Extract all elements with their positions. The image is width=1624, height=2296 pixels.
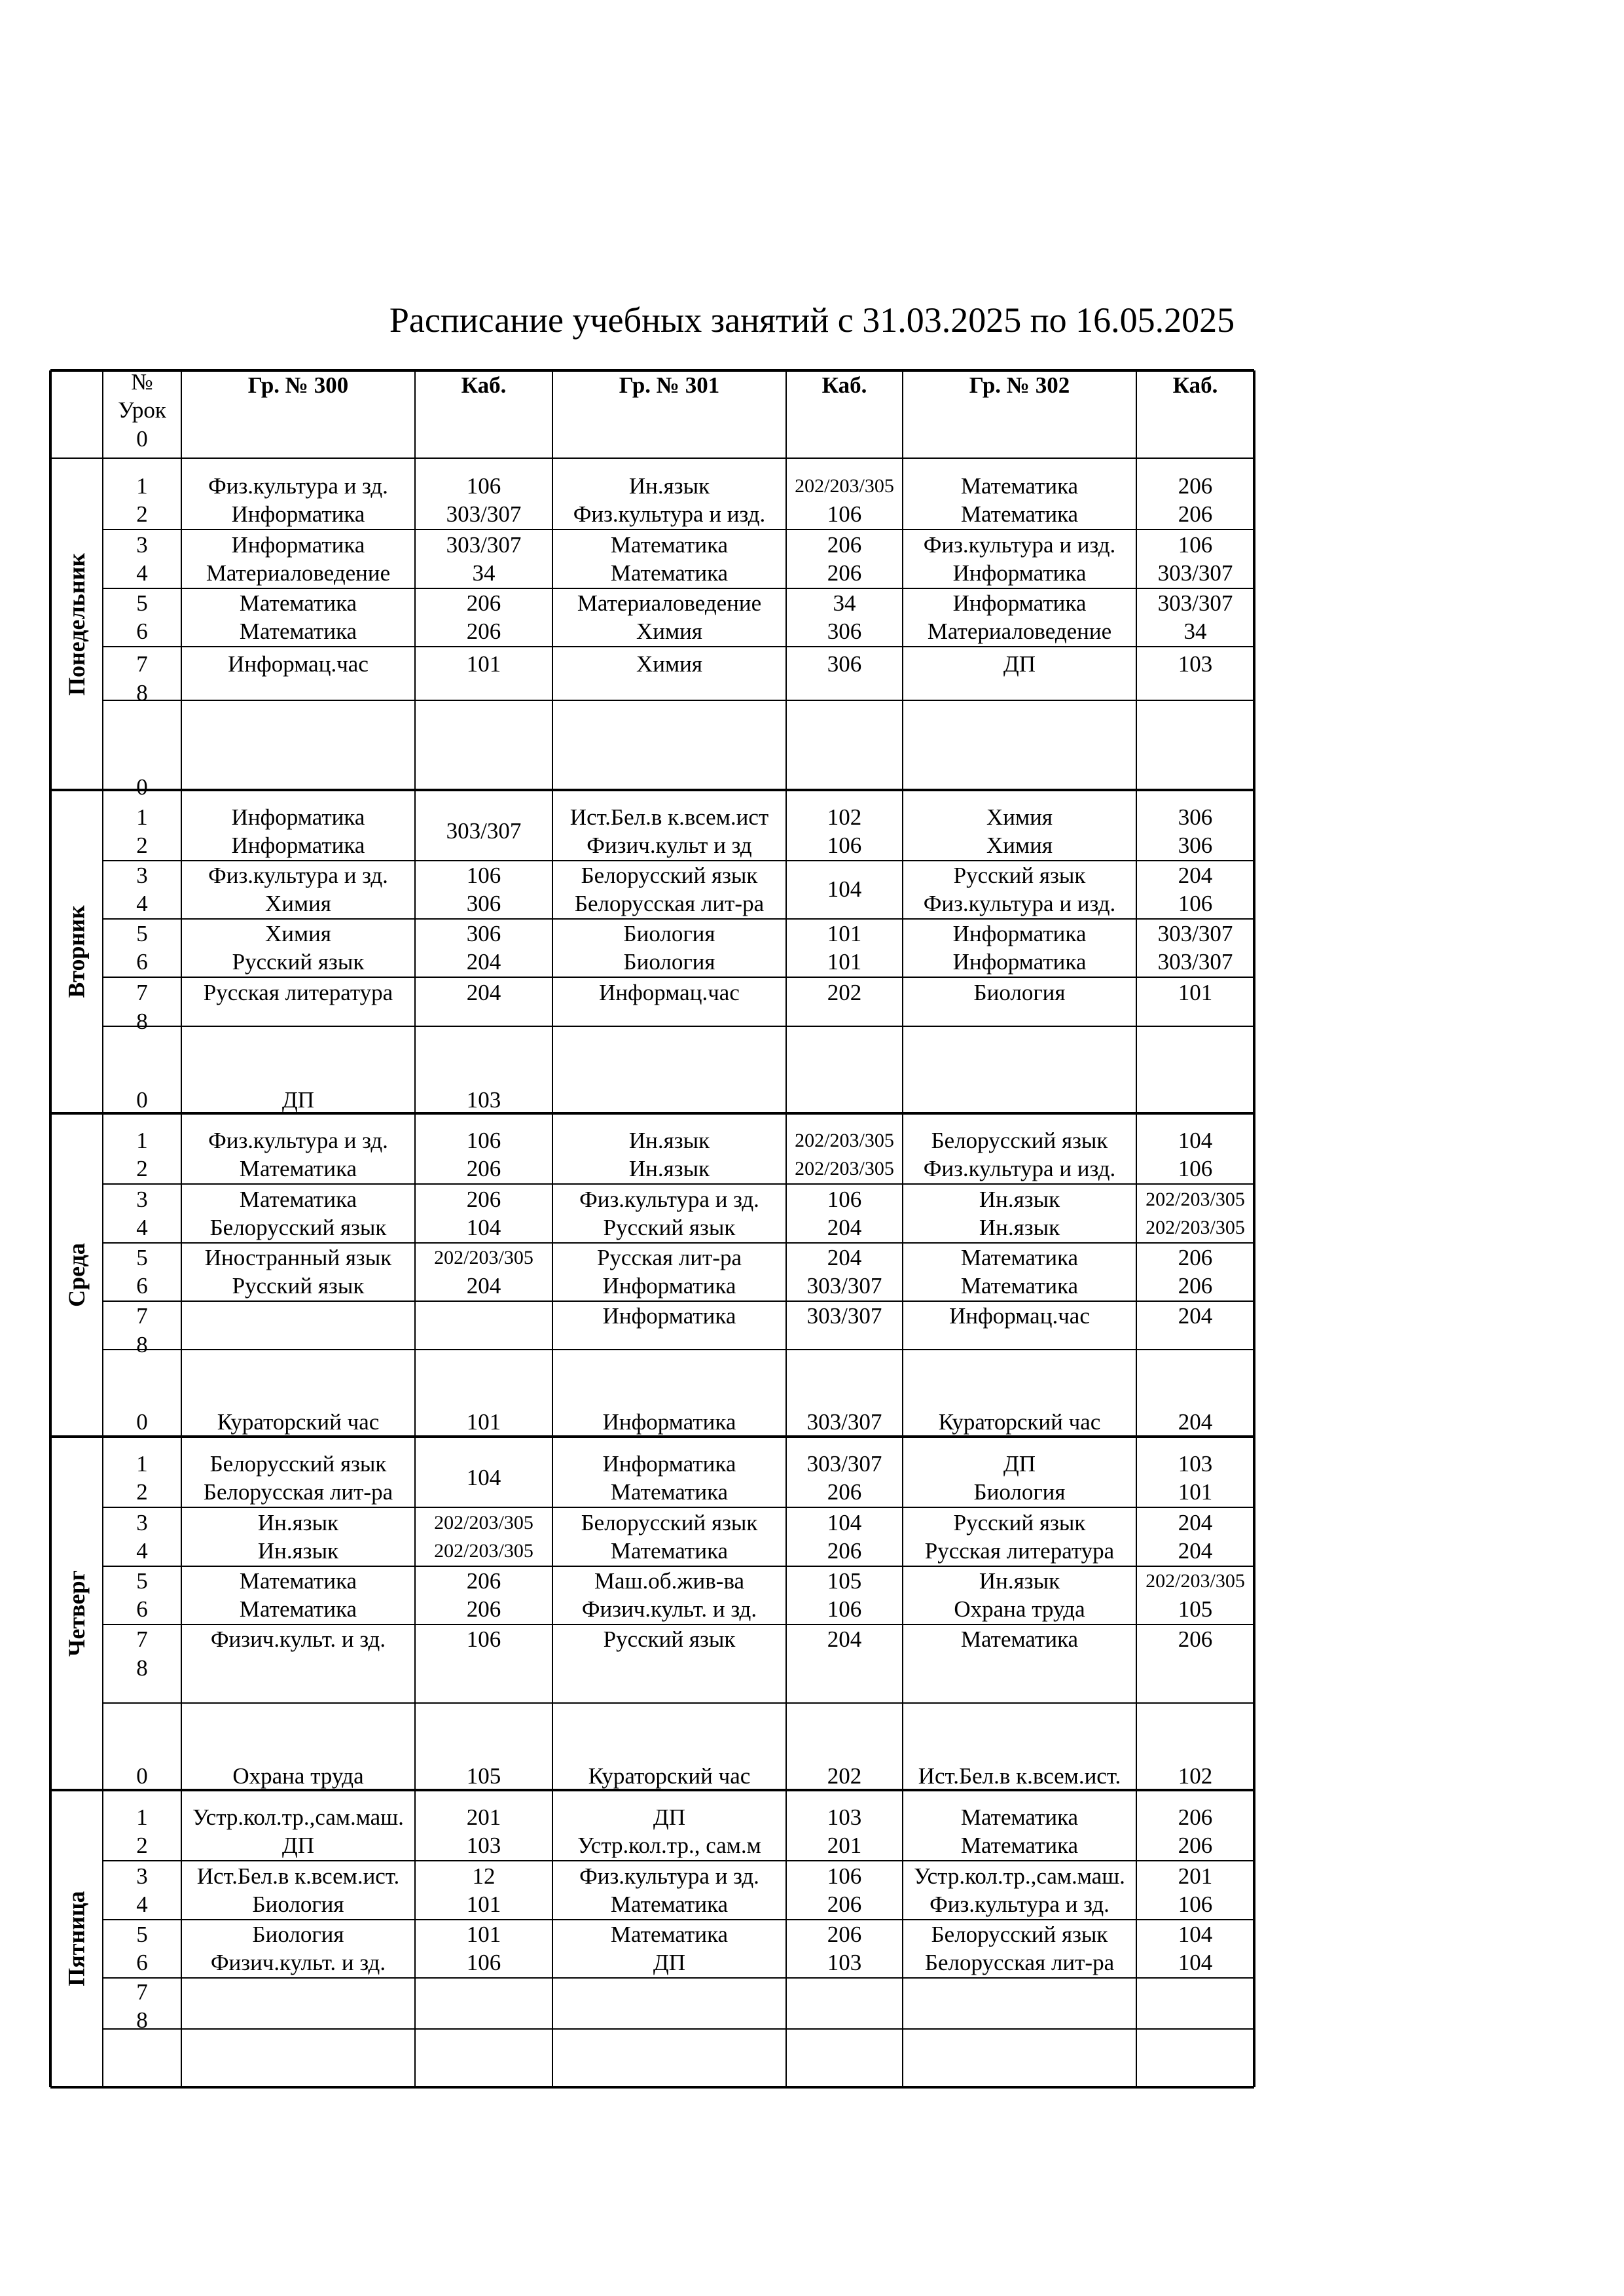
- subject-301: Математика: [610, 560, 729, 586]
- room-300: 206: [466, 1187, 501, 1212]
- room-301: 106: [827, 1596, 862, 1622]
- room-301: 303/307: [806, 1451, 882, 1477]
- room-300: 34: [472, 560, 496, 586]
- room-302: 101: [1178, 1479, 1213, 1505]
- room-302: 104: [1178, 1922, 1213, 1947]
- room-301: 101: [827, 949, 862, 975]
- day-name: Вторник: [63, 905, 90, 998]
- room-302: 105: [1178, 1596, 1213, 1622]
- lesson-number: 2: [136, 833, 148, 858]
- subject-300: Русский язык: [232, 1273, 365, 1299]
- room-300: 103: [466, 1833, 501, 1858]
- room-300: 101: [466, 1892, 501, 1917]
- subject-302: Химия: [986, 833, 1053, 858]
- subject-301: Русский язык: [603, 1626, 736, 1652]
- room-300: 104: [466, 1465, 501, 1490]
- header-group-300: Гр. № 300: [247, 372, 349, 398]
- subject-301: Русский язык: [603, 1215, 736, 1240]
- lesson-number: 2: [136, 1479, 148, 1505]
- day-label: [50, 1437, 103, 1789]
- room-302: 204: [1178, 1510, 1213, 1535]
- lesson-number: 4: [136, 891, 148, 916]
- lesson-number: 7: [136, 980, 148, 1005]
- lesson-number: 5: [136, 921, 148, 946]
- subject-302: Русская литература: [924, 1538, 1115, 1564]
- room-300: 202/203/305: [434, 1540, 533, 1562]
- room-302: 101: [1178, 980, 1213, 1005]
- subject-301: Белорусская лит-ра: [574, 891, 765, 916]
- room-302: 103: [1178, 1451, 1213, 1477]
- subject-302: ДП: [1003, 1451, 1036, 1477]
- lesson-number: 6: [136, 1596, 148, 1622]
- subject-300: Материаловедение: [206, 560, 391, 586]
- subject-302: Информатика: [952, 949, 1087, 975]
- room-302: 303/307: [1157, 560, 1233, 586]
- header-group-301: Гр. № 301: [619, 372, 720, 398]
- lesson-number: 8: [136, 1332, 148, 1357]
- room-302: 206: [1178, 1804, 1213, 1830]
- subject-302: Ин.язык: [979, 1215, 1060, 1240]
- room-301: 103: [827, 1950, 862, 1975]
- subject-302: Белорусский язык: [931, 1922, 1108, 1947]
- subject-300: Охрана труда: [232, 1763, 364, 1789]
- subject-302: Русский язык: [953, 1510, 1086, 1535]
- header-group-302: Гр. № 302: [969, 372, 1070, 398]
- lesson-number: 4: [136, 1538, 148, 1564]
- subject-300: Биология: [252, 1922, 344, 1947]
- subject-300: Математика: [239, 1187, 357, 1212]
- lesson-number: 2: [136, 1156, 148, 1181]
- subject-301: Белорусский язык: [581, 863, 758, 888]
- room-302: 104: [1178, 1128, 1213, 1153]
- lesson-number: 0: [136, 1087, 148, 1113]
- day-name: Четверг: [63, 1570, 90, 1657]
- subject-302: Информац.час: [949, 1303, 1090, 1329]
- room-300: 106: [466, 473, 501, 499]
- subject-302: Ин.язык: [979, 1568, 1060, 1594]
- subject-302: Математика: [960, 473, 1079, 499]
- subject-302: Ин.язык: [979, 1187, 1060, 1212]
- lesson-number: 6: [136, 1950, 148, 1975]
- room-301: 206: [827, 1922, 862, 1947]
- lesson-number: 6: [136, 1273, 148, 1299]
- lesson-number: 3: [136, 1187, 148, 1212]
- subject-302: Русский язык: [953, 863, 1086, 888]
- subject-301: Русская лит-ра: [596, 1245, 742, 1270]
- day-label: [50, 1114, 103, 1436]
- lesson-number: 4: [136, 560, 148, 586]
- subject-300: Физич.культ. и зд.: [210, 1626, 386, 1652]
- subject-300: Белорусский язык: [209, 1451, 387, 1477]
- subject-301: Маш.об.жив-ва: [594, 1568, 745, 1594]
- room-302: 206: [1178, 1626, 1213, 1652]
- lesson-number: 6: [136, 619, 148, 644]
- room-301: 206: [827, 560, 862, 586]
- subject-300: Математика: [239, 590, 357, 616]
- room-300: 204: [466, 980, 501, 1005]
- header-room-301: Каб.: [821, 372, 867, 398]
- room-302: 303/307: [1157, 949, 1233, 975]
- subject-302: Устр.кол.тр.,сам.маш.: [914, 1863, 1125, 1889]
- lesson-number: 3: [136, 532, 148, 558]
- subject-302: Белорусский язык: [931, 1128, 1108, 1153]
- subject-300: Иностранный язык: [204, 1245, 392, 1270]
- room-300: 303/307: [446, 532, 522, 558]
- lesson-number: 7: [136, 1626, 148, 1652]
- room-302: 206: [1178, 473, 1213, 499]
- subject-300: Физич.культ. и зд.: [210, 1950, 386, 1975]
- room-301: 103: [827, 1804, 862, 1830]
- lesson-number: 1: [136, 1451, 148, 1477]
- subject-301: Биология: [623, 921, 715, 946]
- room-301: 102: [827, 804, 862, 830]
- day-name: Понедельник: [63, 553, 90, 696]
- lesson-number: 7: [136, 651, 148, 677]
- subject-302: ДП: [1003, 651, 1036, 677]
- room-300: 303/307: [446, 501, 522, 527]
- subject-302: Математика: [960, 501, 1079, 527]
- subject-300: Информатика: [231, 804, 365, 830]
- subject-300: Математика: [239, 1596, 357, 1622]
- room-300: 201: [466, 1804, 501, 1830]
- lesson-number: 8: [136, 1009, 148, 1034]
- subject-302: Биология: [973, 1479, 1066, 1505]
- subject-302: Физ.культура и изд.: [923, 891, 1116, 916]
- subject-301: ДП: [653, 1950, 686, 1975]
- subject-302: Математика: [960, 1273, 1079, 1299]
- room-300: 106: [466, 1128, 501, 1153]
- subject-301: Ист.Бел.в к.всем.ист: [569, 804, 769, 830]
- subject-300: Информатика: [231, 532, 365, 558]
- lesson-number: 7: [136, 1979, 148, 2005]
- header-urok: Урок: [118, 397, 166, 423]
- subject-302: Кураторский час: [938, 1409, 1101, 1435]
- room-302: 204: [1178, 863, 1213, 888]
- subject-301: Физич.культ. и зд.: [581, 1596, 757, 1622]
- subject-300: Физ.культура и зд.: [208, 863, 388, 888]
- subject-302: Математика: [960, 1833, 1079, 1858]
- room-302: 202/203/305: [1146, 1570, 1245, 1592]
- room-302: 204: [1178, 1538, 1213, 1564]
- subject-301: Математика: [610, 1892, 729, 1917]
- lesson-number: 5: [136, 1922, 148, 1947]
- subject-301: Биология: [623, 949, 715, 975]
- room-302: 204: [1178, 1409, 1213, 1435]
- room-301: 306: [827, 619, 862, 644]
- room-301: 306: [827, 651, 862, 677]
- subject-301: Белорусский язык: [581, 1510, 758, 1535]
- room-300: 101: [466, 651, 501, 677]
- room-300: 106: [466, 1626, 501, 1652]
- subject-300: Информатика: [231, 833, 365, 858]
- room-301: 106: [827, 1863, 862, 1889]
- room-300: 206: [466, 590, 501, 616]
- lesson-number: 3: [136, 1863, 148, 1889]
- lesson-number: 7: [136, 1303, 148, 1329]
- header-num: №: [131, 369, 153, 395]
- subject-302: Химия: [986, 804, 1053, 830]
- room-301: 202/203/305: [795, 475, 894, 497]
- room-300: 101: [466, 1409, 501, 1435]
- lesson-number: 1: [136, 1804, 148, 1830]
- lesson-number: 3: [136, 863, 148, 888]
- header-room-302: Каб.: [1172, 372, 1218, 398]
- room-302: 306: [1178, 833, 1213, 858]
- subject-301: Ин.язык: [628, 473, 710, 499]
- subject-300: Физ.культура и зд.: [208, 1128, 388, 1153]
- header-room-300: Каб.: [461, 372, 507, 398]
- room-300: 202/203/305: [434, 1247, 533, 1268]
- subject-302: Математика: [960, 1626, 1079, 1652]
- subject-300: Ин.язык: [257, 1538, 339, 1564]
- room-302: 202/203/305: [1146, 1217, 1245, 1238]
- room-302: 106: [1178, 532, 1213, 558]
- subject-301: Математика: [610, 1538, 729, 1564]
- room-301: 204: [827, 1626, 862, 1652]
- subject-302: Охрана труда: [954, 1596, 1085, 1622]
- lesson-number: 8: [136, 680, 148, 706]
- subject-301: Химия: [636, 619, 702, 644]
- subject-302: Физ.культура и зд.: [929, 1892, 1110, 1917]
- room-302: 303/307: [1157, 590, 1233, 616]
- room-302: 34: [1183, 619, 1207, 644]
- subject-300: Математика: [239, 1156, 357, 1181]
- subject-302: Физ.культура и изд.: [923, 532, 1116, 558]
- subject-301: Информац.час: [599, 980, 740, 1005]
- room-301: 206: [827, 1479, 862, 1505]
- room-301: 206: [827, 532, 862, 558]
- room-301: 206: [827, 1538, 862, 1564]
- lesson-number: 4: [136, 1215, 148, 1240]
- room-300: 206: [466, 1568, 501, 1594]
- subject-300: Химия: [265, 891, 331, 916]
- subject-300: Русская литература: [203, 980, 393, 1005]
- subject-300: Ин.язык: [257, 1510, 339, 1535]
- subject-301: Физ.культура и изд.: [573, 501, 766, 527]
- room-300: 206: [466, 619, 501, 644]
- room-301: 206: [827, 1892, 862, 1917]
- room-301: 303/307: [806, 1273, 882, 1299]
- subject-301: Устр.кол.тр., сам.м: [577, 1833, 761, 1858]
- subject-300: Математика: [239, 619, 357, 644]
- room-302: 106: [1178, 891, 1213, 916]
- subject-301: Информатика: [602, 1273, 736, 1299]
- room-301: 303/307: [806, 1303, 882, 1329]
- room-302: 104: [1178, 1950, 1213, 1975]
- room-302: 206: [1178, 1245, 1213, 1270]
- day-label: [50, 1791, 103, 2087]
- room-301: 202/203/305: [795, 1158, 894, 1179]
- lesson-number: 8: [136, 1655, 148, 1681]
- subject-301: Ин.язык: [628, 1128, 710, 1153]
- lesson-number: 2: [136, 501, 148, 527]
- room-300: 106: [466, 1950, 501, 1975]
- subject-300: Ист.Бел.в к.всем.ист.: [196, 1863, 400, 1889]
- room-301: 34: [833, 590, 856, 616]
- day-name: Среда: [63, 1243, 90, 1307]
- room-301: 106: [827, 1187, 862, 1212]
- subject-301: Физич.культ и зд: [586, 833, 752, 858]
- room-300: 202/203/305: [434, 1512, 533, 1534]
- subject-301: Кураторский час: [588, 1763, 751, 1789]
- room-301: 303/307: [806, 1409, 882, 1435]
- room-301: 202: [827, 980, 862, 1005]
- room-301: 104: [827, 876, 862, 902]
- subject-302: Белорусская лит-ра: [924, 1950, 1115, 1975]
- room-301: 105: [827, 1568, 862, 1594]
- lesson-number: 0: [136, 774, 148, 800]
- subject-300: Математика: [239, 1568, 357, 1594]
- subject-301: Информатика: [602, 1409, 736, 1435]
- subject-300: Устр.кол.тр.,сам.маш.: [192, 1804, 404, 1830]
- subject-301: Физ.культура и зд.: [579, 1863, 759, 1889]
- day-label: [50, 791, 103, 1113]
- room-301: 204: [827, 1215, 862, 1240]
- room-300: 105: [466, 1763, 501, 1789]
- room-301: 106: [827, 501, 862, 527]
- lesson-number: 5: [136, 1568, 148, 1594]
- room-302: 102: [1178, 1763, 1213, 1789]
- day-label: [50, 459, 103, 789]
- room-301: 202/203/305: [795, 1130, 894, 1151]
- room-300: 204: [466, 1273, 501, 1299]
- subject-301: Информатика: [602, 1303, 736, 1329]
- lesson-number: 5: [136, 590, 148, 616]
- lesson-number: 5: [136, 1245, 148, 1270]
- lesson-number: 2: [136, 1833, 148, 1858]
- room-300: 206: [466, 1596, 501, 1622]
- subject-302: Информатика: [952, 921, 1087, 946]
- subject-301: Математика: [610, 1922, 729, 1947]
- lesson-number: 6: [136, 949, 148, 975]
- subject-300: Информац.час: [228, 651, 369, 677]
- subject-301: Информатика: [602, 1451, 736, 1477]
- subject-300: Кураторский час: [217, 1409, 380, 1435]
- subject-300: ДП: [281, 1087, 315, 1113]
- lesson-number: 0: [136, 1763, 148, 1789]
- subject-300: ДП: [281, 1833, 315, 1858]
- subject-302: Физ.культура и изд.: [923, 1156, 1116, 1181]
- subject-300: Белорусский язык: [209, 1215, 387, 1240]
- room-302: 206: [1178, 1833, 1213, 1858]
- subject-300: Химия: [265, 921, 331, 946]
- subject-302: Ист.Бел.в к.всем.ист.: [918, 1763, 1121, 1789]
- room-301: 106: [827, 833, 862, 858]
- subject-301: Физ.культура и зд.: [579, 1187, 759, 1212]
- subject-302: Информатика: [952, 590, 1087, 616]
- subject-301: Химия: [636, 651, 702, 677]
- room-300: 12: [472, 1863, 496, 1889]
- subject-302: Информатика: [952, 560, 1087, 586]
- room-300: 306: [466, 921, 501, 946]
- room-302: 106: [1178, 1892, 1213, 1917]
- subject-301: Материаловедение: [577, 590, 762, 616]
- subject-302: Математика: [960, 1245, 1079, 1270]
- lesson-number: 8: [136, 2007, 148, 2033]
- subject-302: Математика: [960, 1804, 1079, 1830]
- room-302: 206: [1178, 1273, 1213, 1299]
- header-zero: 0: [136, 426, 148, 452]
- room-300: 106: [466, 863, 501, 888]
- lesson-number: 3: [136, 1510, 148, 1535]
- lesson-number: 1: [136, 804, 148, 830]
- subject-300: Белорусская лит-ра: [203, 1479, 393, 1505]
- subject-301: Математика: [610, 532, 729, 558]
- room-301: 104: [827, 1510, 862, 1535]
- room-301: 101: [827, 921, 862, 946]
- room-300: 204: [466, 949, 501, 975]
- lesson-number: 0: [136, 1409, 148, 1435]
- room-300: 206: [466, 1156, 501, 1181]
- room-302: 206: [1178, 501, 1213, 527]
- room-302: 103: [1178, 651, 1213, 677]
- room-300: 101: [466, 1922, 501, 1947]
- subject-302: Биология: [973, 980, 1066, 1005]
- room-300: 303/307: [446, 818, 522, 844]
- subject-301: Математика: [610, 1479, 729, 1505]
- room-302: 201: [1178, 1863, 1213, 1889]
- lesson-number: 1: [136, 1128, 148, 1153]
- room-302: 204: [1178, 1303, 1213, 1329]
- day-name: Пятница: [63, 1891, 90, 1986]
- room-302: 306: [1178, 804, 1213, 830]
- subject-300: Физ.культура и зд.: [208, 473, 388, 499]
- subject-301: ДП: [653, 1804, 686, 1830]
- room-300: 104: [466, 1215, 501, 1240]
- subject-300: Русский язык: [232, 949, 365, 975]
- subject-300: Информатика: [231, 501, 365, 527]
- lesson-number: 4: [136, 1892, 148, 1917]
- subject-300: Биология: [252, 1892, 344, 1917]
- subject-301: Ин.язык: [628, 1156, 710, 1181]
- lesson-number: 1: [136, 473, 148, 499]
- room-300: 306: [466, 891, 501, 916]
- room-302: 202/203/305: [1146, 1189, 1245, 1210]
- room-302: 106: [1178, 1156, 1213, 1181]
- room-301: 202: [827, 1763, 862, 1789]
- page-title: Расписание учебных занятий с 31.03.2025 по 16.05.2025: [389, 300, 1235, 340]
- room-302: 303/307: [1157, 921, 1233, 946]
- room-301: 204: [827, 1245, 862, 1270]
- subject-302: Материаловедение: [927, 619, 1112, 644]
- room-300: 103: [466, 1087, 501, 1113]
- room-301: 201: [827, 1833, 862, 1858]
